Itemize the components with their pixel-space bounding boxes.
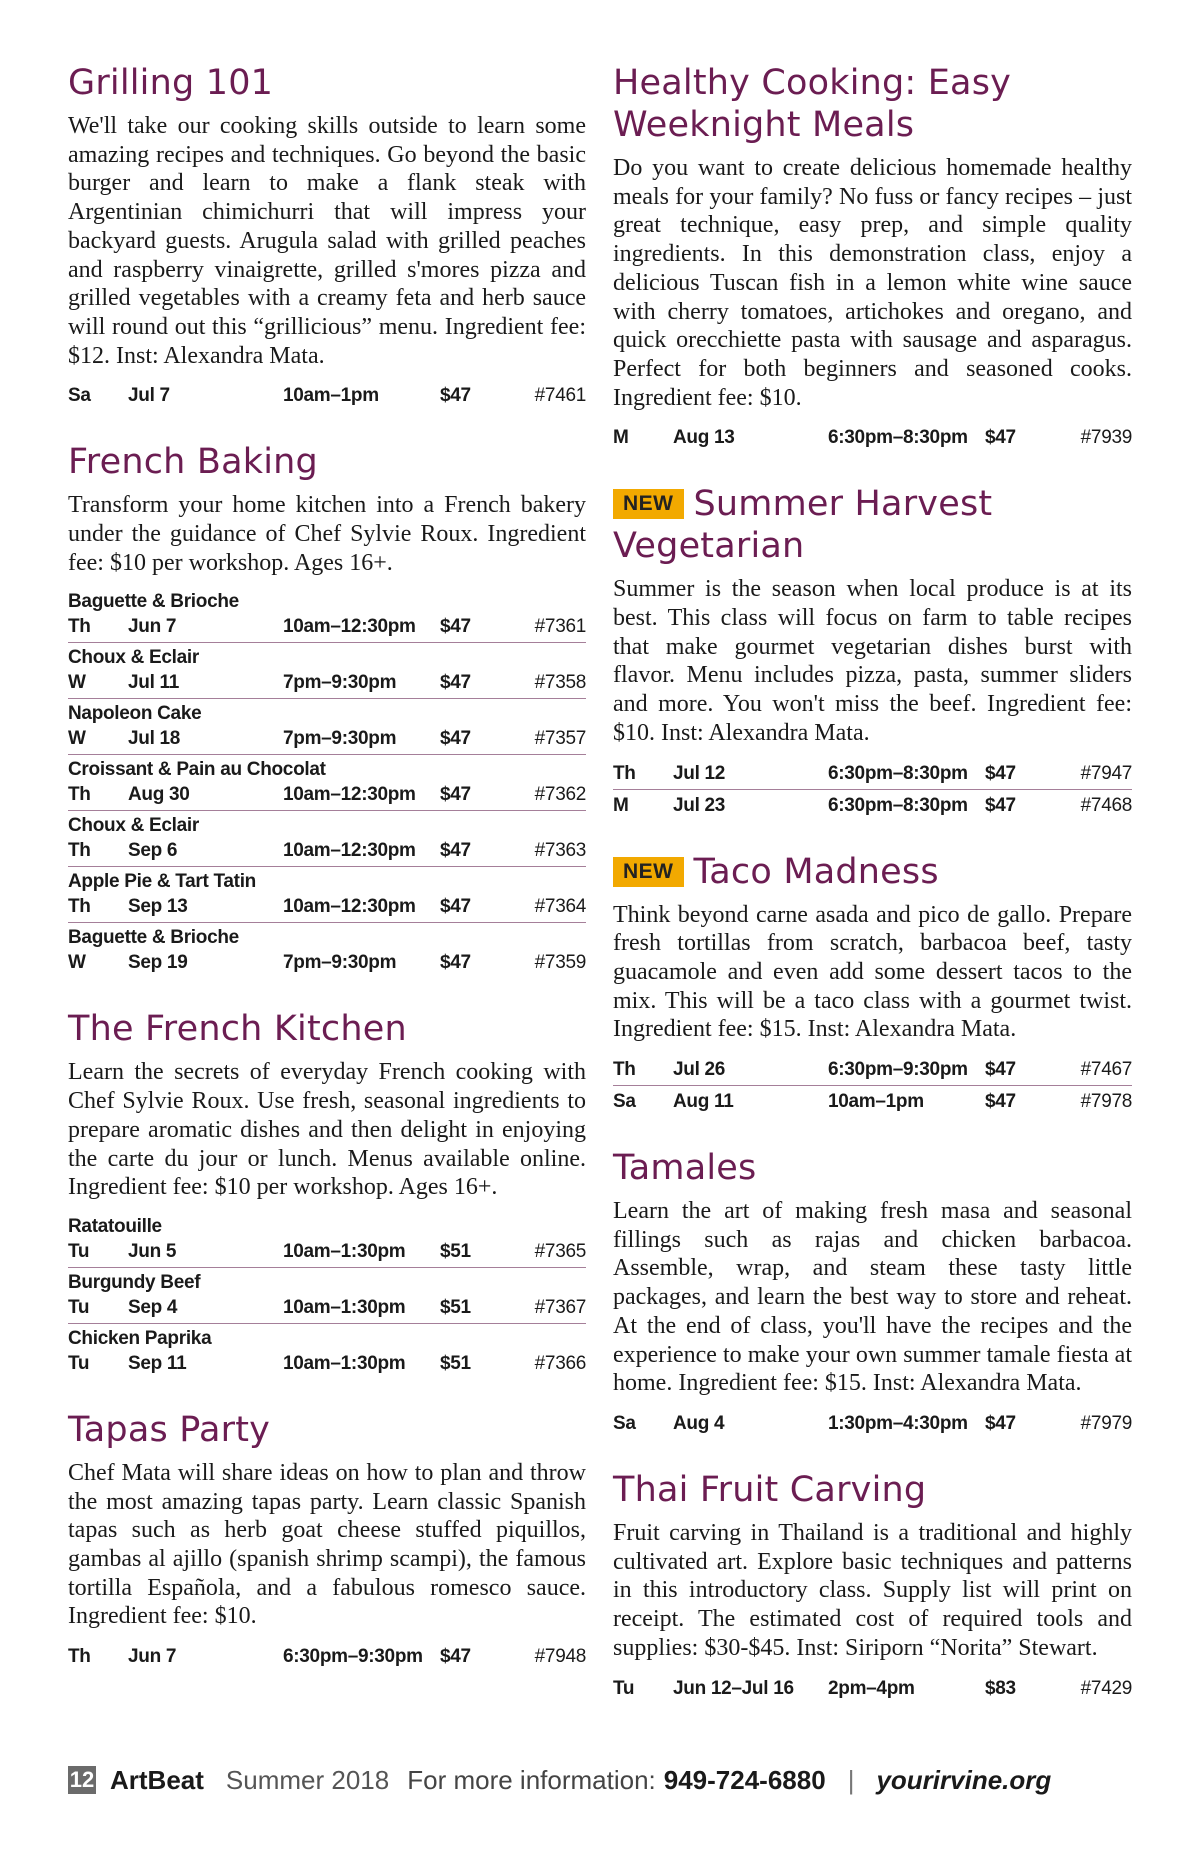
session-date: Jun 12–Jul 16 xyxy=(673,1677,794,1699)
session-date: Aug 4 xyxy=(673,1412,725,1434)
session-time: 2pm–4pm xyxy=(828,1677,915,1699)
session-time: 10am–1pm xyxy=(828,1091,924,1113)
session-row xyxy=(613,1673,1132,1704)
session-row xyxy=(68,810,586,866)
footer-separator: | xyxy=(847,1764,855,1795)
new-badge: NEW xyxy=(613,489,684,519)
session-time: 7pm–9:30pm xyxy=(283,952,397,974)
session-time: 6:30pm–9:30pm xyxy=(283,1646,423,1668)
session-time: 10am–1pm xyxy=(283,385,379,407)
session-time: 1:30pm–4:30pm xyxy=(828,1412,968,1434)
session-row xyxy=(68,587,586,642)
session-name: Chicken Paprika xyxy=(68,1327,212,1349)
session-day: Tu xyxy=(68,1240,90,1262)
session-time: 10am–12:30pm xyxy=(283,784,416,806)
session-date: Jun 7 xyxy=(128,1646,177,1668)
session-price: $47 xyxy=(440,1646,471,1668)
course-title xyxy=(613,483,1132,567)
session-price: $47 xyxy=(985,762,1016,784)
course-number: #7361 xyxy=(534,616,586,638)
session-name: Croissant & Pain au Chocolat xyxy=(68,759,326,781)
course-number: #7364 xyxy=(534,896,586,918)
left-column xyxy=(68,62,586,1702)
session-details xyxy=(68,782,586,808)
session-name: Apple Pie & Tart Tatin xyxy=(68,871,256,893)
course-block xyxy=(613,1147,1132,1439)
course-block xyxy=(613,483,1132,820)
session-time: 10am–1:30pm xyxy=(283,1240,406,1262)
session-date: Jul 26 xyxy=(673,1059,726,1081)
session-day: M xyxy=(613,427,629,449)
session-time: 10am–1:30pm xyxy=(283,1352,406,1374)
course-description: Transform your home kitchen into a French bakery under the guidance of Chef Sylvie Roux. Ingredient fee: $10 per workshop. Ages 16+. xyxy=(68,492,586,576)
course-title xyxy=(613,851,1132,893)
session-details xyxy=(613,1089,1132,1115)
course-block xyxy=(68,1409,586,1672)
course-description: Think beyond carne asada and pico de gallo. Prepare fresh tortillas from scratch, barbacoa beef, tasty guacamole and even add some dessert tacos to the mix. This will be a taco class with a gourmet twist. Ingredient fee: $15. Inst: Alexandra Mata. xyxy=(613,901,1132,1043)
season-label: Summer 2018 xyxy=(225,1764,390,1795)
session-details xyxy=(68,383,586,409)
course-number: #7978 xyxy=(1080,1091,1132,1113)
session-row xyxy=(613,758,1132,789)
session-price: $47 xyxy=(440,728,471,750)
session-time: 6:30pm–8:30pm xyxy=(828,762,968,784)
session-day: Th xyxy=(68,1646,91,1668)
session-date: Jul 12 xyxy=(673,762,726,784)
course-title-text: The French Kitchen xyxy=(68,1009,407,1050)
session-row xyxy=(68,754,586,810)
session-details xyxy=(613,425,1132,451)
session-name: Choux & Eclair xyxy=(68,815,199,837)
course-description: Do you want to create delicious homemade healthy meals for your family? No fuss or fancy recipes – just great technique, easy prep, and simple quality ingredients. In this demonstration class, enjoy a delicious Tuscan fish in a lemon white wine sauce with cherry tomatoes, artichokes and oregano, and quick orecchiette pasta with sausage and asparagus. Perfect for both beginners and seasoned cooks. Ingredient fee: $10. xyxy=(613,155,1132,411)
page-number: 12 xyxy=(69,1767,95,1792)
session-row xyxy=(68,698,586,754)
session-date: Jul 18 xyxy=(128,728,181,750)
session-day: W xyxy=(68,728,86,750)
course-block xyxy=(613,62,1132,453)
course-block xyxy=(613,1469,1132,1704)
session-price: $47 xyxy=(440,784,471,806)
course-title-text: Tamales xyxy=(613,1148,757,1189)
session-row xyxy=(68,922,586,978)
course-title-text: Taco Madness xyxy=(693,851,939,892)
session-row xyxy=(613,789,1132,821)
session-name: Choux & Eclair xyxy=(68,647,199,669)
course-number: #7362 xyxy=(534,784,586,806)
session-price: $51 xyxy=(440,1296,471,1318)
course-title-text: French Baking xyxy=(68,442,318,483)
session-day: Tu xyxy=(613,1677,635,1699)
session-date: Sep 19 xyxy=(128,952,188,974)
session-time: 10am–12:30pm xyxy=(283,896,416,918)
course-number: #7367 xyxy=(534,1296,586,1318)
course-description: Fruit carving in Thailand is a traditional and highly cultivated art. Explore basic techniques and patterns in this introductory class. Supply list will print on receipt. The estimated cost of required tools and supplies: $30-$45. Inst: Siriporn “Norita” Stewart. xyxy=(613,1519,1132,1661)
session-day: W xyxy=(68,952,86,974)
session-row xyxy=(613,1054,1132,1085)
session-row xyxy=(68,642,586,698)
session-name: Baguette & Brioche xyxy=(68,591,239,613)
session-date: Aug 11 xyxy=(673,1091,734,1113)
course-number: #7947 xyxy=(1080,762,1132,784)
course-number: #7366 xyxy=(534,1352,586,1374)
session-date: Aug 30 xyxy=(128,784,190,806)
session-row xyxy=(68,1641,586,1672)
session-day: Tu xyxy=(68,1352,90,1374)
session-price: $47 xyxy=(985,1412,1016,1434)
session-time: 6:30pm–8:30pm xyxy=(828,427,968,449)
session-details xyxy=(68,614,586,640)
session-row xyxy=(68,1212,586,1267)
session-price: $47 xyxy=(440,616,471,638)
session-price: $47 xyxy=(985,794,1016,816)
session-name: Ratatouille xyxy=(68,1215,162,1237)
session-time: 10am–12:30pm xyxy=(283,616,416,638)
session-details xyxy=(68,1351,586,1377)
session-date: Jul 7 xyxy=(128,385,170,407)
publication-name: ArtBeat xyxy=(110,1764,204,1795)
course-number: #7429 xyxy=(1080,1677,1132,1699)
session-price: $47 xyxy=(440,952,471,974)
session-details xyxy=(68,838,586,864)
session-row xyxy=(68,380,586,411)
session-day: Sa xyxy=(613,1412,636,1434)
session-day: Th xyxy=(613,762,636,784)
session-row xyxy=(613,422,1132,453)
session-details xyxy=(613,793,1132,819)
session-details xyxy=(68,670,586,696)
course-block xyxy=(68,62,586,411)
session-day: Th xyxy=(68,840,91,862)
course-title xyxy=(613,62,1132,146)
course-description: Summer is the season when local produce is at its best. This class will focus on farm to table recipes that make gourmet vegetarian dishes burst with flavor. Menu includes pizza, pasta, summer sliders and more. You won't miss the beef. Ingredient fee: $10. Inst: Alexandra Mata. xyxy=(613,576,1132,746)
page-footer xyxy=(68,1760,1132,1800)
course-title-text: Summer Harvest Vegetarian xyxy=(613,484,993,567)
session-row xyxy=(68,1323,586,1379)
session-price: $47 xyxy=(985,1091,1016,1113)
course-title xyxy=(68,1008,586,1050)
course-description: Learn the art of making fresh masa and seasonal fillings such as rajas and chicken barbacoa. Assemble, wrap, and steam these tasty little packages, and learn the best way to store and reheat. At the end of class, you'll have the recipes and the experience to make your own summer tamale fiesta at home. Ingredient fee: $15. Inst: Alexandra Mata. xyxy=(613,1198,1132,1397)
course-block xyxy=(613,851,1132,1118)
session-price: $47 xyxy=(985,1059,1016,1081)
course-title-text: Healthy Cooking: Easy Weeknight Meals xyxy=(613,63,1012,145)
course-number: #7461 xyxy=(534,385,586,407)
phone-number[interactable]: 949-724-6880 xyxy=(663,1764,826,1795)
session-row xyxy=(613,1085,1132,1117)
course-number: #7359 xyxy=(534,952,586,974)
course-title-text: Thai Fruit Carving xyxy=(613,1469,927,1510)
session-day: Th xyxy=(68,896,91,918)
session-details xyxy=(68,726,586,752)
session-price: $51 xyxy=(440,1240,471,1262)
session-price: $47 xyxy=(440,840,471,862)
session-price: $83 xyxy=(985,1677,1016,1699)
session-date: Jun 7 xyxy=(128,616,177,638)
course-number: #7358 xyxy=(534,672,586,694)
new-badge: NEW xyxy=(613,857,684,887)
session-price: $47 xyxy=(440,385,471,407)
session-name: Napoleon Cake xyxy=(68,703,202,725)
session-date: Sep 11 xyxy=(128,1352,187,1374)
session-details xyxy=(613,1411,1132,1437)
session-time: 10am–12:30pm xyxy=(283,840,416,862)
session-time: 7pm–9:30pm xyxy=(283,672,397,694)
session-name: Burgundy Beef xyxy=(68,1271,201,1293)
session-day: Th xyxy=(68,784,91,806)
session-price: $47 xyxy=(440,672,471,694)
session-time: 6:30pm–9:30pm xyxy=(828,1059,968,1081)
session-day: Th xyxy=(68,616,91,638)
session-date: Aug 13 xyxy=(673,427,735,449)
session-price: $47 xyxy=(440,896,471,918)
session-day: Tu xyxy=(68,1296,90,1318)
session-date: Jul 23 xyxy=(673,794,726,816)
session-details xyxy=(613,761,1132,787)
course-number: #7363 xyxy=(534,840,586,862)
course-title xyxy=(68,441,586,483)
session-row xyxy=(613,1408,1132,1439)
session-date: Jul 11 xyxy=(128,672,180,694)
course-block xyxy=(68,441,586,978)
session-time: 10am–1:30pm xyxy=(283,1296,406,1318)
session-time: 6:30pm–8:30pm xyxy=(828,794,968,816)
course-block xyxy=(68,1008,586,1379)
session-details xyxy=(613,1676,1132,1702)
course-title xyxy=(613,1147,1132,1189)
session-details xyxy=(613,1057,1132,1083)
session-price: $47 xyxy=(985,427,1016,449)
session-time: 7pm–9:30pm xyxy=(283,728,397,750)
course-description: Learn the secrets of everyday French cooking with Chef Sylvie Roux. Use fresh, seasonal ingredients to prepare aromatic dishes and then delight in enjoying the carte du jour or lunch. Menus available online. Ingredient fee: $10 per workshop. Ages 16+. xyxy=(68,1059,586,1201)
course-title-text: Tapas Party xyxy=(68,1409,271,1450)
session-day: Th xyxy=(613,1059,636,1081)
session-name: Baguette & Brioche xyxy=(68,927,239,949)
course-title xyxy=(68,62,586,104)
course-number: #7357 xyxy=(534,728,586,750)
course-number: #7468 xyxy=(1080,794,1132,816)
course-title xyxy=(613,1469,1132,1511)
session-date: Sep 4 xyxy=(128,1296,178,1318)
session-details xyxy=(68,1239,586,1265)
session-details xyxy=(68,1644,586,1670)
course-title-text: Grilling 101 xyxy=(68,63,274,103)
course-number: #7365 xyxy=(534,1240,586,1262)
course-number: #7467 xyxy=(1080,1059,1132,1081)
course-description: We'll take our cooking skills outside to learn some amazing recipes and techniques. Go beyond the basic burger and learn to make a flank steak with Argentinian chimichurri that will impress your backyard guests. Arugula salad with grilled peaches and raspberry vinaigrette, grilled s'mores pizza and grilled vegetables with a creamy feta and herb sauce will round out this “grillicious” menu. Ingredient fee: $12. Inst: Alexandra Mata. xyxy=(68,113,586,369)
session-row xyxy=(68,866,586,922)
session-date: Sep 13 xyxy=(128,896,188,918)
session-day: Sa xyxy=(613,1091,636,1113)
course-number: #7939 xyxy=(1080,427,1132,449)
session-day: M xyxy=(613,794,629,816)
session-row xyxy=(68,1267,586,1323)
session-day: Sa xyxy=(68,385,91,407)
course-description: Chef Mata will share ideas on how to plan and throw the most amazing tapas party. Learn classic Spanish tapas such as herb goat cheese stuffed piquillos, gambas al ajillo (spanish shrimp scampi), the famous tortilla Española, and a fabulous romesco sauce. Ingredient fee: $10. xyxy=(68,1459,586,1630)
session-details xyxy=(68,894,586,920)
info-label: For more information: xyxy=(407,1764,656,1795)
session-details xyxy=(68,1295,586,1321)
right-column xyxy=(613,62,1132,1734)
session-date: Sep 6 xyxy=(128,840,178,862)
website-link[interactable]: yourirvine.org xyxy=(876,1764,1052,1795)
course-title xyxy=(68,1409,586,1451)
course-number: #7979 xyxy=(1080,1412,1132,1434)
session-details xyxy=(68,950,586,976)
session-date: Jun 5 xyxy=(128,1240,177,1262)
session-day: W xyxy=(68,672,86,694)
course-number: #7948 xyxy=(534,1646,586,1668)
session-price: $51 xyxy=(440,1352,471,1374)
